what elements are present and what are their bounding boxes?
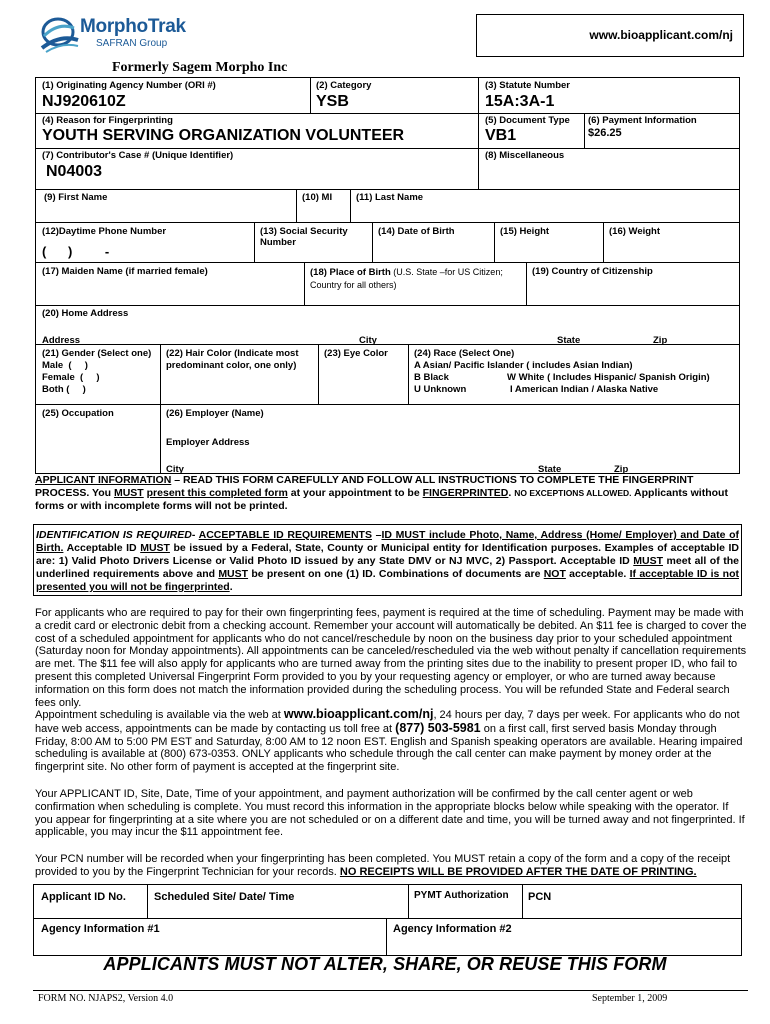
case-label: (7) Contributor's Case # (Unique Identifier) (42, 150, 234, 161)
logo-name: MorphoTrak (80, 16, 186, 37)
mi-label: (10) MI (302, 192, 333, 203)
pymt-auth-field-label: PYMT Authorization (414, 890, 509, 901)
doctype-value: VB1 (485, 127, 517, 144)
reason-label: (4) Reason for Fingerprinting (42, 115, 173, 126)
statute-label: (3) Statute Number (485, 80, 570, 91)
statute-value: 15A:3A-1 (485, 93, 555, 110)
pcn-field-label: PCN (528, 891, 552, 903)
website-link[interactable]: www.bioapplicant.com/nj (283, 707, 434, 721)
applicant-info-text: Applicants without forms or with incomplete forms will not be printed. (35, 487, 728, 512)
applicant-info-text: – READ THIS FORM CAREFULLY AND FOLLOW ALL INSTRUCTIONS TO COMPLETE THE FINGERPRINT PROCESS. You (35, 474, 694, 499)
category-value: YSB (316, 93, 349, 110)
toll-free-phone: (877) 503-5981 (395, 720, 481, 735)
ssn-label: (13) Social Security Number (260, 226, 348, 248)
agency-info-2-label: Agency Information #2 (393, 923, 512, 935)
reason-value: YOUTH SERVING ORGANIZATION VOLUNTEER (42, 127, 405, 144)
must-text: MUST (140, 542, 170, 554)
race-asian: A Asian/ Pacific Islander ( includes Asian Indian) (414, 360, 633, 371)
pob-label: (18) Place of Birth (310, 267, 391, 278)
id-box-text: acceptable. (565, 568, 630, 580)
logo-globe-icon (38, 14, 80, 56)
pcn-paragraph (35, 853, 747, 879)
race-white: W White ( Includes Hispanic/ Spanish Origin) (507, 372, 710, 383)
pob-note: (U.S. State –for US Citizen; Country for all others) (310, 267, 503, 290)
employer-address-label: Employer Address (166, 437, 250, 448)
id-box-text: – (371, 529, 382, 541)
zip-label: Zip (653, 335, 668, 346)
doctype-label: (5) Document Type (485, 115, 570, 126)
phone-label: (12)Daytime Phone Number (42, 226, 167, 237)
warning-text: APPLICANTS MUST NOT ALTER, SHARE, OR REUSE THIS FORM (103, 954, 667, 974)
hair-color-label: (22) Hair Color (Indicate most predominant color, one only) (166, 348, 299, 371)
scheduling-paragraph (35, 708, 747, 774)
home-address-label: (20) Home Address (42, 308, 129, 319)
dob-label: (14) Date of Birth (378, 226, 455, 237)
form-date: September 1, 2009 (592, 993, 668, 1004)
form-number: FORM NO. NJAPS2, Version 4.0 (38, 993, 174, 1004)
gender-female: Female ( ) (42, 372, 100, 383)
employer-city-label: City (166, 464, 184, 475)
agency-info-1-label: Agency Information #1 (41, 923, 160, 935)
address-label: Address (42, 335, 81, 346)
applicant-information (35, 474, 740, 513)
morphotrak-logo (38, 14, 198, 56)
employer-label: (26) Employer (Name) (166, 408, 264, 419)
gender-label: (21) Gender (Select one) (42, 348, 152, 359)
payment-label: (6) Payment Information (588, 115, 697, 126)
gender-both: Both ( ) (42, 384, 86, 395)
race-unknown: U Unknown (414, 384, 467, 395)
id-box-text: meet all of the underlined requirements above and (36, 555, 739, 580)
state-label: State (557, 335, 581, 346)
gender-male: Male ( ) (42, 360, 88, 371)
must-text: MUST (113, 487, 144, 499)
employer-zip-label: Zip (614, 464, 629, 475)
id-requirements-box (33, 524, 742, 596)
maiden-name-label: (17) Maiden Name (if married female) (42, 266, 208, 277)
website-text: www.bioapplicant.com/nj (589, 28, 733, 42)
must-text: MUST (633, 555, 664, 567)
citizenship-label: (19) Country of Citizenship (532, 266, 653, 277)
employer-state-label: State (538, 464, 562, 475)
id-box-text: - (191, 529, 199, 541)
applicant-id-field-label: Applicant ID No. (41, 891, 126, 903)
not-presented-text: If acceptable ID is not presented you will not be fingerprinted (36, 568, 739, 593)
record-table (33, 884, 742, 956)
no-exceptions-text: NO EXCEPTIONS ALLOWED. (514, 488, 632, 498)
id-box-text: be present on one (1) ID. Combinations of documents are (248, 568, 544, 580)
acceptable-id-text: ACCEPTABLE ID REQUIREMENTS (198, 529, 372, 541)
scheduling-text: , 24 hours per day, 7 days per week. For applicants who do not have web access, appointments can be made by contacting us toll free at (35, 709, 740, 735)
formerly-heading: Formerly Sagem Morpho Inc (112, 60, 288, 75)
category-label: (2) Category (316, 80, 372, 91)
race-american-indian: I American Indian / Alaska Native (510, 384, 659, 395)
applicant-info-text: . (508, 487, 515, 499)
place-of-birth-label (310, 266, 525, 292)
id-must-include-text: ID MUST include Photo, Name, Address (Home/ Employer) and Date of Birth. (36, 529, 739, 554)
scheduling-text: on a first call, first served basis Monday through Friday, 8:00 AM to 5:00 PM EST and Saturday, 8:00 AM to 12 noon EST. English and Spanish speaking operators are available. Hearing impaired scheduling is available at (800) 673-0353. ONLY applicants who schedule through the call center can make payment by money order at the fingerprint site. No other form of payment is accepted at the fingerprint site. (35, 722, 743, 774)
occupation-label: (25) Occupation (42, 408, 114, 419)
logo-sub: SAFRAN Group (96, 38, 168, 49)
race-black: B Black (414, 372, 449, 383)
id-box-text: Acceptable ID (63, 542, 141, 554)
ori-label: (1) Originating Agency Number (ORI #) (42, 80, 216, 91)
race-label: (24) Race (Select One) (414, 348, 515, 359)
scheduled-site-field-label: Scheduled Site/ Date/ Time (154, 891, 295, 903)
height-label: (15) Height (500, 226, 550, 237)
applicant-info-text: at your appointment to be (287, 487, 423, 499)
ori-value: NJ920610Z (42, 93, 126, 110)
id-box-text: be issued by a Federal, State, County or Municipal entity for Identification purposes. Examples of acceptable ID are: 1) Valid Photo Drivers License or Valid Photo ID issued by any State DMV or NJ MVC, 2) Passport. Acceptable ID (36, 542, 740, 567)
id-box-text: . (229, 581, 233, 593)
last-name-label: (11) Last Name (356, 192, 424, 203)
first-name-label: (9) First Name (44, 192, 108, 203)
confirmation-paragraph: Your APPLICANT ID, Site, Date, Time of your appointment, and payment authorization will be confirmed by the call center agent or web confirmation when scheduling is complete. You must record this information in the appropriate blocks below while speaking with the operator. If you appear for fingerprinting at a site where you are not scheduled or on a different date and time, you will be turned away and not fingerprinted. If applicable, you may incur the $11 appointment fee. (35, 788, 745, 839)
eye-color-label: (23) Eye Color (324, 348, 388, 359)
no-receipts-text: NO RECEIPTS WILL BE PROVIDED AFTER THE DATE OF PRINTING. (339, 865, 697, 878)
id-required-text: IDENTIFICATION IS REQUIRED (36, 529, 192, 541)
scheduling-text: Appointment scheduling is available via the web at (35, 709, 284, 721)
must-text: MUST (218, 568, 249, 580)
weight-label: (16) Weight (609, 226, 661, 237)
phone-format: ( ) - (42, 244, 110, 259)
present-form-text: present this completed form (146, 487, 288, 499)
misc-label: (8) Miscellaneous (485, 150, 565, 161)
case-value: N04003 (46, 163, 103, 180)
pcn-text: Your PCN number will be recorded when your fingerprinting has been completed. You MUST retain a copy of the form and a copy of the receipt provided to you by the Fingerprint Technician for your records. (35, 853, 731, 878)
website-box (476, 14, 744, 57)
not-text: NOT (543, 568, 566, 580)
payment-paragraph: For applicants who are required to pay for their own fingerprinting fees, payment is required at the time of scheduling. Payment may be made with a credit card or electronic debit from a checking account. Remember your account will automatically be debited. An $11 fee is charged to cover the cost of a scheduled appointment for applicants who do not cancel/reschedule by noon on the business day prior to your scheduled appointment (Saturday noon for Monday appointments). All appointments can be canceled/rescheduled via the web without penalty if cancellation requirements are met. The $11 fee will also apply for applicants who are turned away from the printing sites due to the inability to present proper ID, who fail to present this completed Universal Fingerprint Form provided to you by your requesting agency or employer, or who are turned away because information on this form does not match the information provided during the scheduling process. You will be refunded State and Federal search fees only. (35, 607, 747, 709)
applicant-info-heading: APPLICANT INFORMATION (35, 474, 172, 486)
payment-value: $26.25 (588, 127, 622, 139)
fingerprinted-text: FINGERPRINTED (422, 487, 509, 499)
city-label: City (359, 335, 377, 346)
